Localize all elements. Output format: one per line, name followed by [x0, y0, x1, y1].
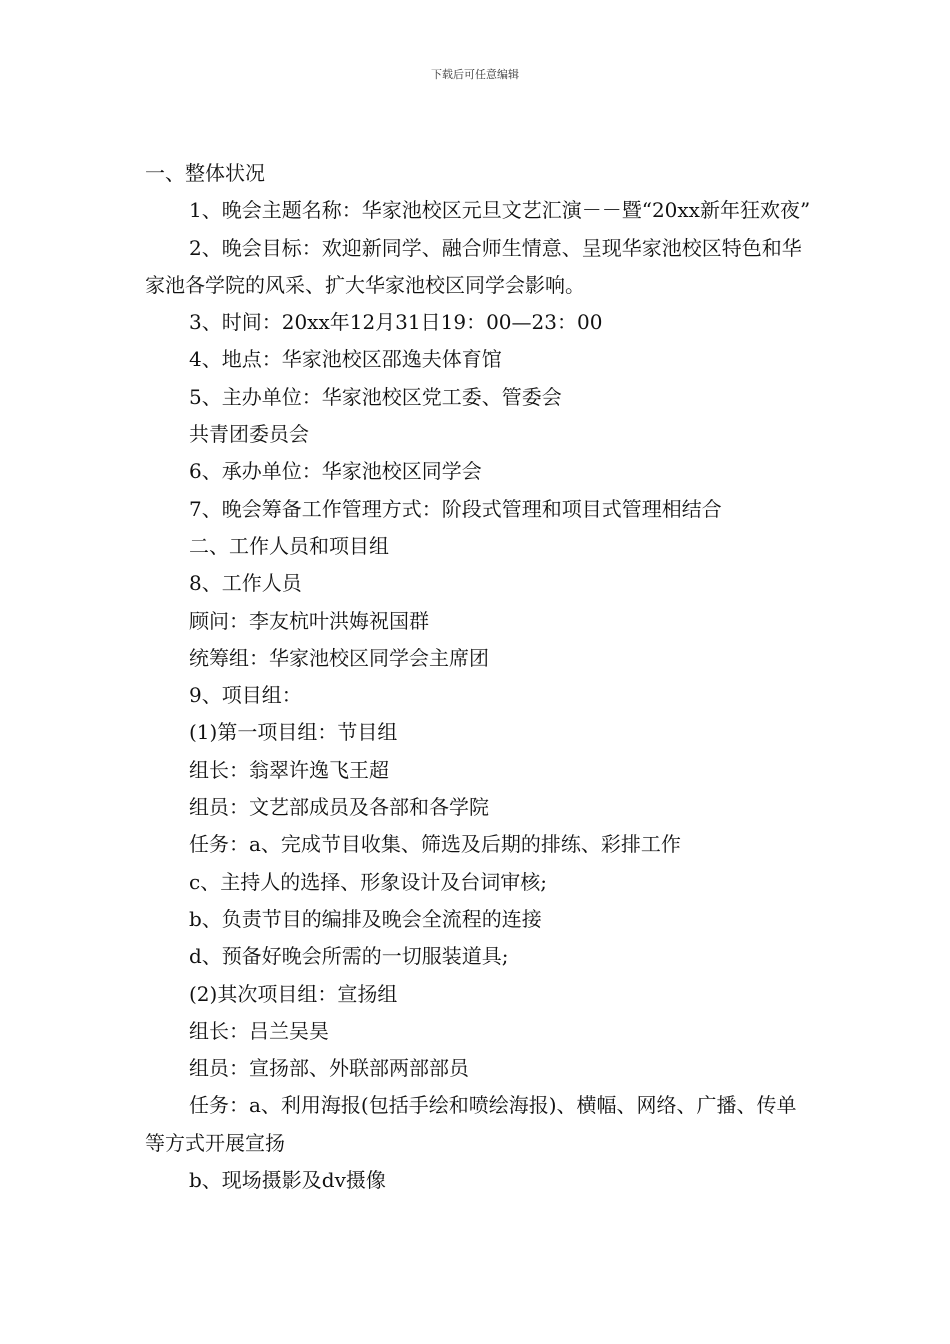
paragraph-advisors: 顾问：李友杭叶洪娒祝国群: [189, 608, 429, 633]
paragraph-project-groups: 9、项目组：: [189, 683, 302, 708]
paragraph-group-2-leaders: 组长：吕兰吴昊: [189, 1018, 329, 1043]
page-header-note: 下载后可任意编辑: [431, 68, 519, 81]
paragraph-group-2: (2)其次项目组：宣扬组: [189, 981, 398, 1006]
paragraph-goal: 2、晚会目标：欢迎新同学、融合师生情意、呈现华家池校区特色和华家池各学院的风采、扩大华家池校区同学会影响。: [145, 235, 802, 297]
paragraph-organizer: 5、主办单位：华家池校区党工委、管委会: [189, 384, 562, 409]
paragraph-group-1-task-b: b、负责节目的编排及晚会全流程的连接: [189, 906, 542, 931]
paragraph-group-1-members: 组员：文艺部成员及各部和各学院: [189, 795, 489, 820]
paragraph-host: 6、承办单位：华家池校区同学会: [189, 459, 482, 484]
document-body: [145, 155, 815, 1199]
paragraph-location: 4、地点：华家池校区邵逸夫体育馆: [189, 347, 502, 372]
paragraph-group-2-task-b: b、现场摄影及dv摄像: [189, 1168, 386, 1193]
paragraph-group-2-members: 组员：宣扬部、外联部两部部员: [189, 1056, 469, 1081]
paragraph-group-2-task-a: 任务：a、利用海报(包括手绘和喷绘海报)、横幅、网络、广播、传单等方式开展宣扬: [145, 1093, 797, 1155]
paragraph-group-1-task-c: c、主持人的选择、形象设计及台词审核;: [189, 869, 547, 894]
paragraph-group-1: (1)第一项目组：节目组: [189, 720, 398, 745]
paragraph-staff: 8、工作人员: [189, 571, 302, 596]
section-heading-overview: 一、整体状况: [145, 161, 265, 185]
paragraph-theme-name: 1、晚会主题名称：华家池校区元旦文艺汇演－－暨“20xx新年狂欢夜”: [189, 198, 811, 223]
paragraph-youth-league: 共青团委员会: [189, 422, 309, 447]
paragraph-coordination: 统筹组：华家池校区同学会主席团: [189, 645, 489, 670]
paragraph-time: 3、时间：20xx年12月31日19：00—23：00: [189, 310, 603, 335]
section-heading-staff: 二、工作人员和项目组: [189, 533, 389, 558]
paragraph-group-1-leaders: 组长：翁翠许逸飞王超: [189, 757, 389, 782]
paragraph-group-1-task-d: d、预备好晚会所需的一切服装道具;: [189, 944, 509, 969]
paragraph-group-1-task-a: 任务：a、完成节目收集、筛选及后期的排练、彩排工作: [189, 832, 681, 857]
paragraph-management: 7、晚会筹备工作管理方式：阶段式管理和项目式管理相结合: [189, 496, 722, 521]
